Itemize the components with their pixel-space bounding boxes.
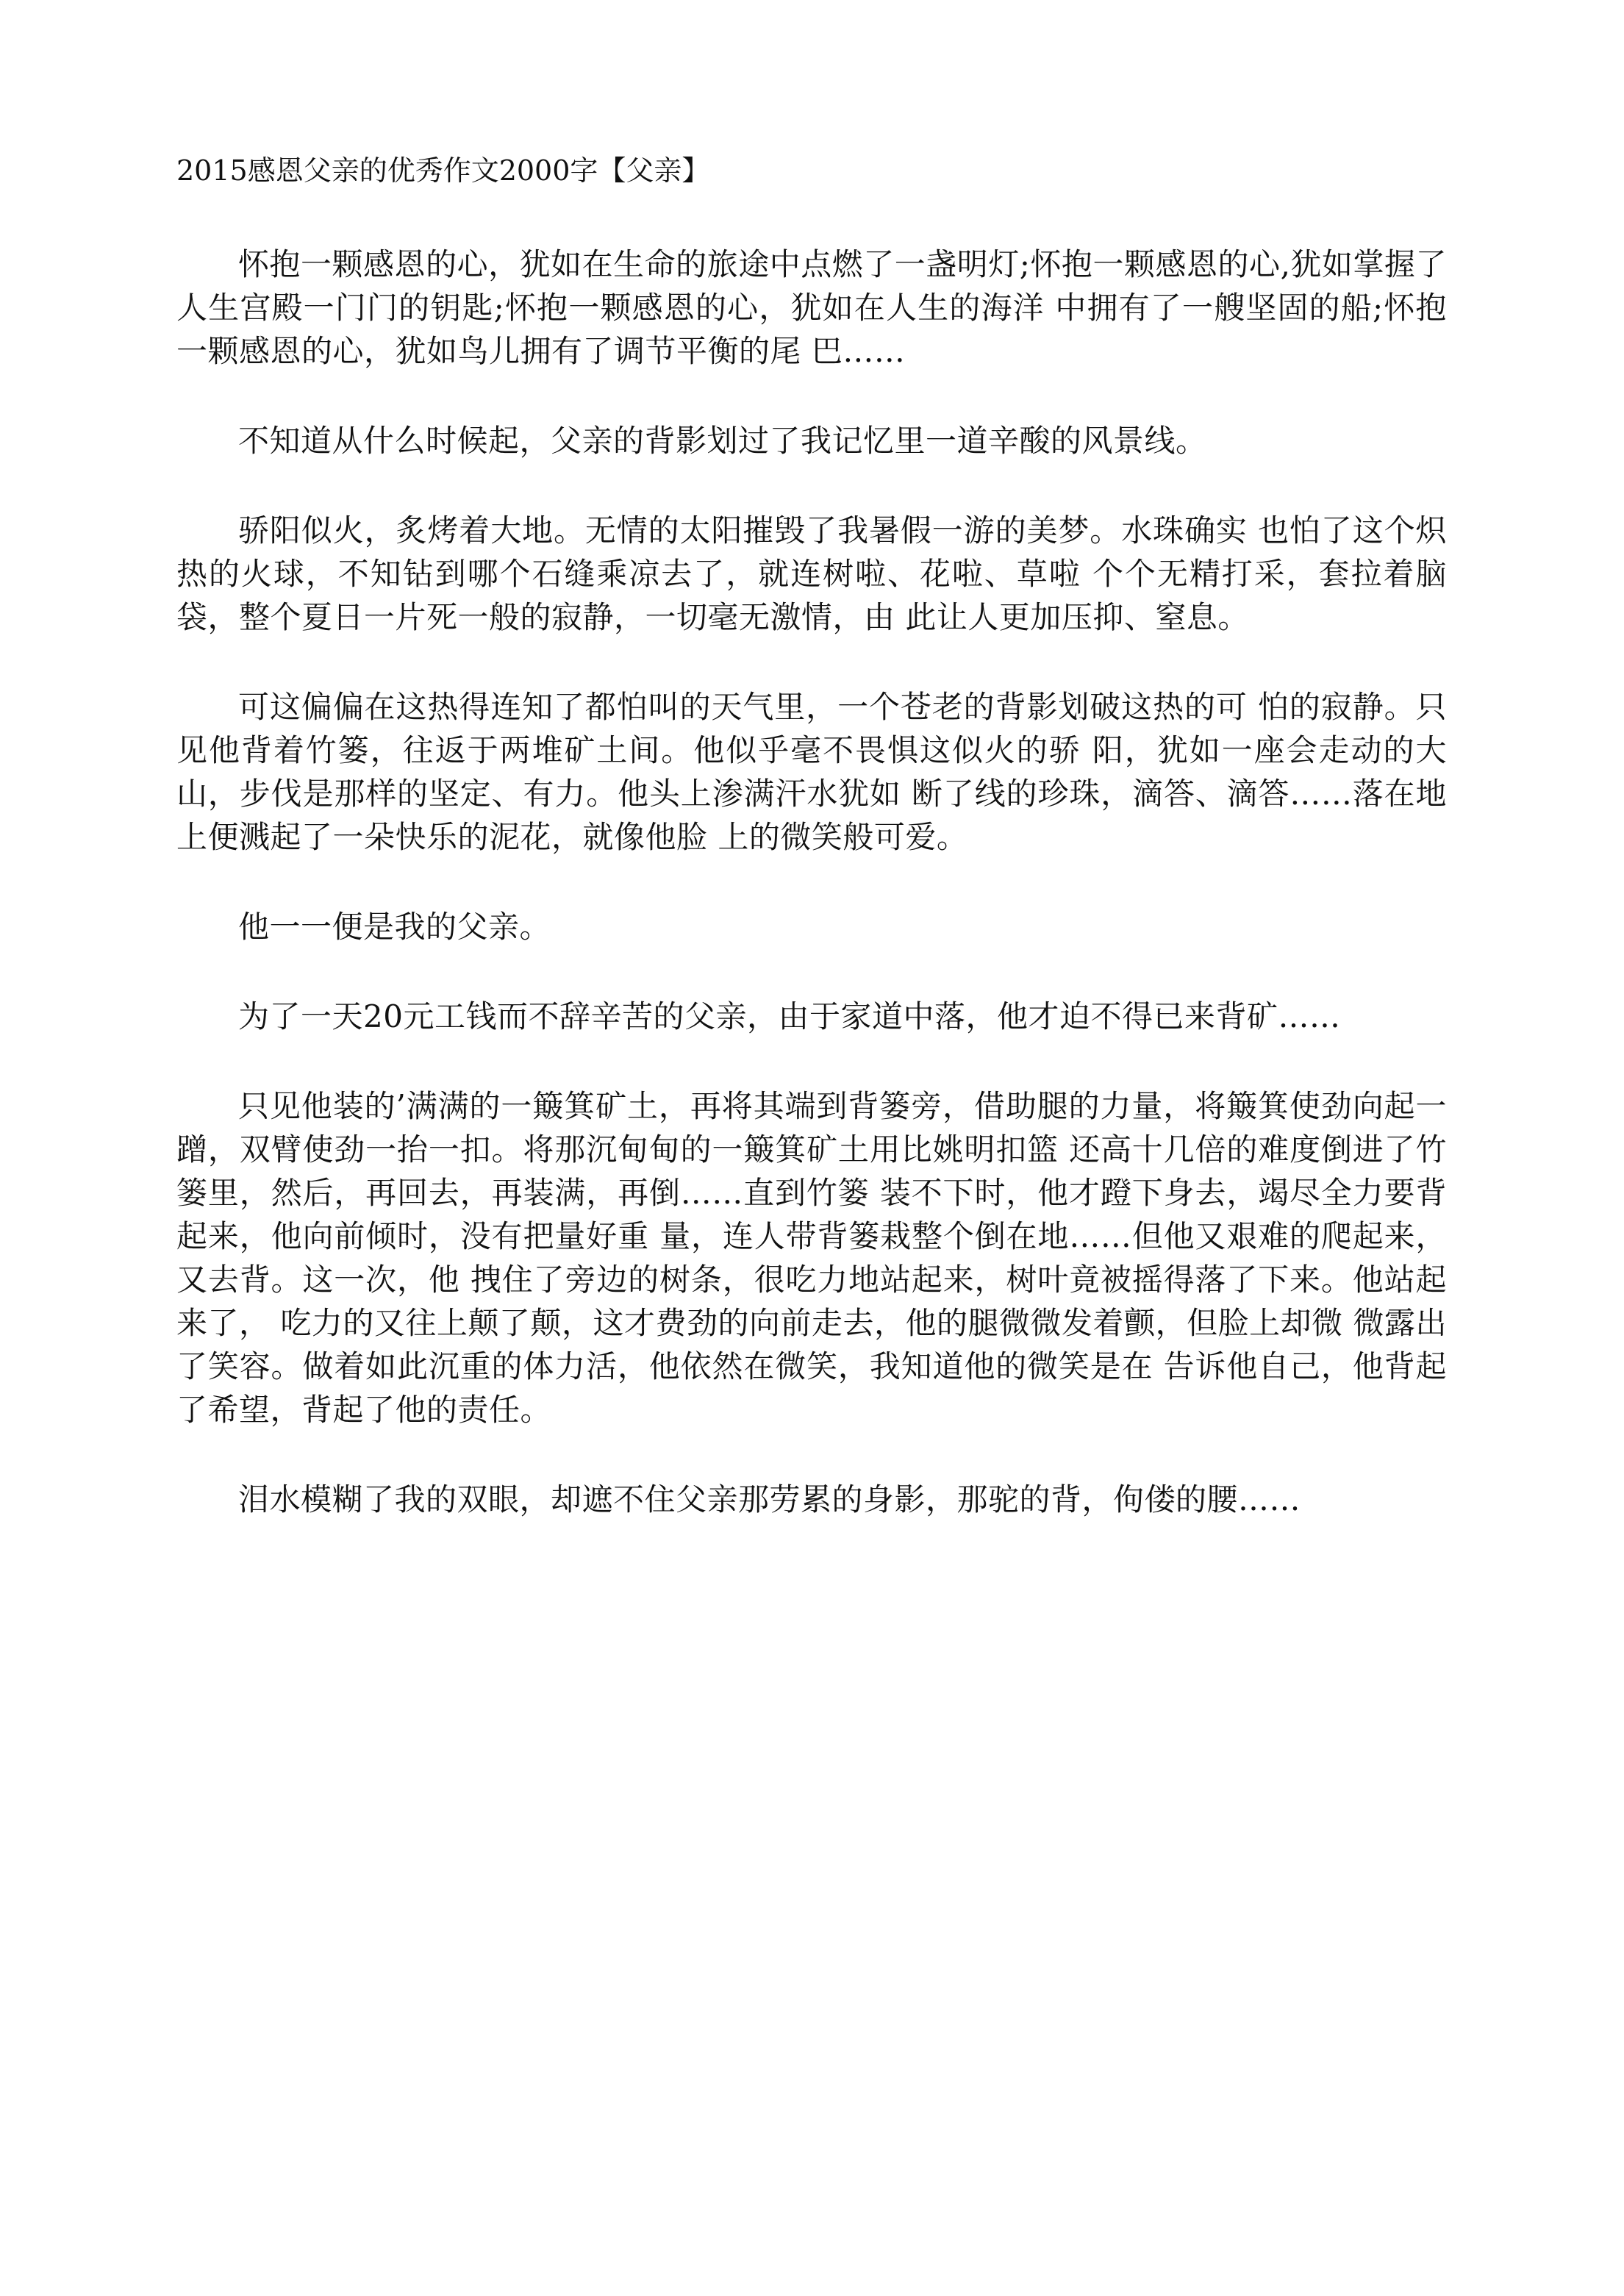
paragraph-6: 为了一天20元工钱而不辞辛苦的父亲，由于家道中落，他才迫不得已来背矿……	[238, 998, 1341, 1034]
paragraph-1: 怀抱一颗感恩的心，犹如在生命的旅途中点燃了一盏明灯;怀抱一颗感恩的心,犹如掌握了人生宫殿一门门的钥匙;怀抱一颗感恩的心，犹如在人生的海洋 中拥有了一艘坚固的船;怀抱一颗感恩的心，犹如鸟儿拥有了调节平衡的尾 巴……	[176, 246, 1447, 369]
paragraph-8: 泪水模糊了我的双眼，却遮不住父亲那劳累的身影，那驼的背，佝偻的腰……	[238, 1481, 1301, 1517]
document-title: 2015感恩父亲的优秀作文2000字【父亲】	[176, 154, 710, 187]
paragraph-3: 骄阳似火，炙烤着大地。无情的太阳摧毁了我暑假一游的美梦。水珠确实 也怕了这个炽热的火球，不知钻到哪个石缝乘凉去了，就连树啦、花啦、草啦 个个无精打采，套拉着脑袋，整个夏日一片死一般的寂静，一切毫无激情，由 此让人更加压抑、窒息。	[176, 512, 1447, 635]
paragraph-2: 不知道从什么时候起，父亲的背影划过了我记忆里一道辛酸的风景线。	[238, 423, 1207, 459]
paragraph-7: 只见他装的’满满的一簸箕矿土，再将其端到背篓旁，借助腿的力量，将簸箕使劲向起一蹭，双臂使劲一抬一扣。将那沉甸甸的一簸箕矿土用比姚明扣篮 还高十几倍的难度倒进了竹篓里，然后，再回去，再装满，再倒……直到竹篓 装不下时，他才蹬下身去，竭尽全力要背起来，他向前倾时，没有把量好重 量，连人带背篓栽整个倒在地……但他又艰难的爬起来，又去背。这一次，他 拽住了旁边的树条，很吃力地站起来，树叶竟被摇得落了下来。他站起来了， 吃力的又往上颠了颠，这才费劲的向前走去，他的腿微微发着颤，但脸上却微 微露出了笑容。做着如此沉重的体力活，他依然在微笑，我知道他的微笑是在 告诉他自己，他背起了希望，背起了他的责任。	[176, 1088, 1447, 1428]
document-body	[176, 243, 1447, 1567]
paragraph-4: 可这偏偏在这热得连知了都怕叫的天气里，一个苍老的背影划破这热的可 怕的寂静。只见他背着竹篓，往返于两堆矿土间。他似乎毫不畏惧这似火的骄 阳，犹如一座会走动的大山，步伐是那样的坚定、有力。他头上渗满汗水犹如 断了线的珍珠，滴答、滴答……落在地上便溅起了一朵快乐的泥花，就像他脸 上的微笑般可爱。	[176, 689, 1447, 855]
paragraph-5: 他一一便是我的父亲。	[238, 909, 551, 945]
